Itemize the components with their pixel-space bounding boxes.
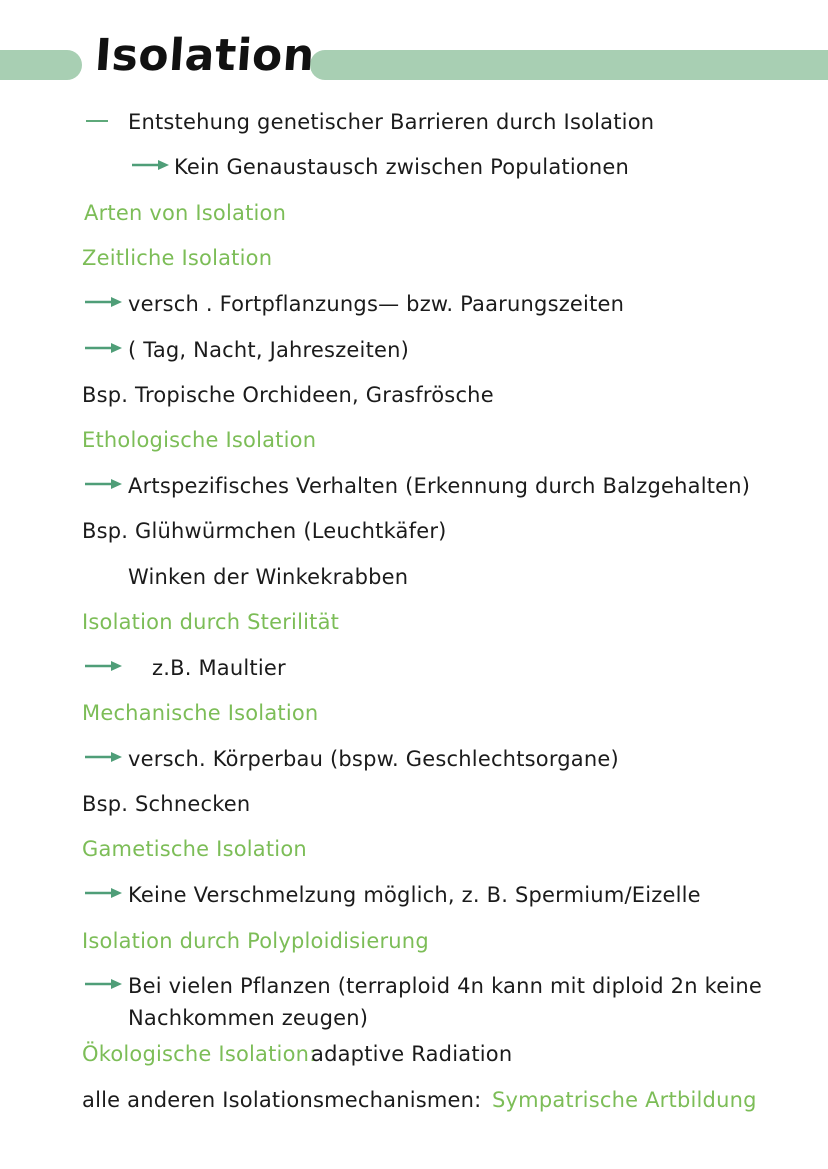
mech-example: Bsp. Schnecken (82, 792, 251, 816)
heading-arten: Arten von Isolation (84, 201, 287, 225)
intro-sub-line: Kein Genaustausch zwischen Populationen (174, 155, 630, 179)
mech-line: versch. Körperbau (bspw. Geschlechtsorgane) (128, 747, 619, 771)
etho-example-2: Winken der Winkekrabben (128, 565, 409, 589)
heading-ethologisch: Ethologische Isolation (82, 428, 317, 452)
poly-line-1: Bei vielen Pflanzen (terraploid 4n kann mit diploid 2n keine (128, 974, 762, 998)
arrow-icon (85, 977, 123, 991)
arrow-icon (85, 477, 123, 491)
heading-sterilitaet: Isolation durch Sterilität (82, 610, 340, 634)
heading-polyploid: Isolation durch Polyploidisierung (82, 929, 429, 953)
etho-line: Artspezifisches Verhalten (Erkennung durch Balzgehalten) (128, 474, 751, 498)
arrow-icon (85, 295, 123, 309)
gamet-line: Keine Verschmelzung möglich, z. B. Spermium/Eizelle (128, 883, 701, 907)
summary-value: Sympatrische Artbildung (492, 1088, 757, 1112)
zeit-line-2: ( Tag, Nacht, Jahreszeiten) (128, 338, 410, 362)
page-title: Isolation (93, 30, 317, 81)
header-bar-left (0, 50, 82, 80)
arrow-icon (132, 158, 170, 172)
intro-line: Entstehung genetischer Barrieren durch Isolation (128, 110, 655, 134)
heading-gametisch: Gametische Isolation (82, 837, 307, 861)
arrow-icon (85, 750, 123, 764)
zeit-line-1: versch . Fortpflanzungs— bzw. Paarungszeiten (128, 292, 625, 316)
arrow-icon (85, 659, 123, 673)
oeko-line: adaptive Radiation (311, 1042, 513, 1066)
steril-line: z.B. Maultier (152, 656, 286, 680)
summary-label: alle anderen Isolationsmechanismen: (82, 1088, 482, 1112)
arrow-icon (85, 886, 123, 900)
heading-oekologisch: Ökologische Isolation: (82, 1042, 317, 1066)
etho-example-1: Bsp. Glühwürmchen (Leuchtkäfer) (82, 519, 447, 543)
zeit-example: Bsp. Tropische Orchideen, Grasfrösche (82, 383, 494, 407)
poly-line-2: Nachkommen zeugen) (128, 1006, 369, 1030)
arrow-icon (85, 341, 123, 355)
header-bar-right (310, 50, 828, 80)
heading-mechanisch: Mechanische Isolation (82, 701, 319, 725)
dash-bullet-icon (86, 120, 108, 122)
heading-zeitlich: Zeitliche Isolation (82, 246, 273, 270)
